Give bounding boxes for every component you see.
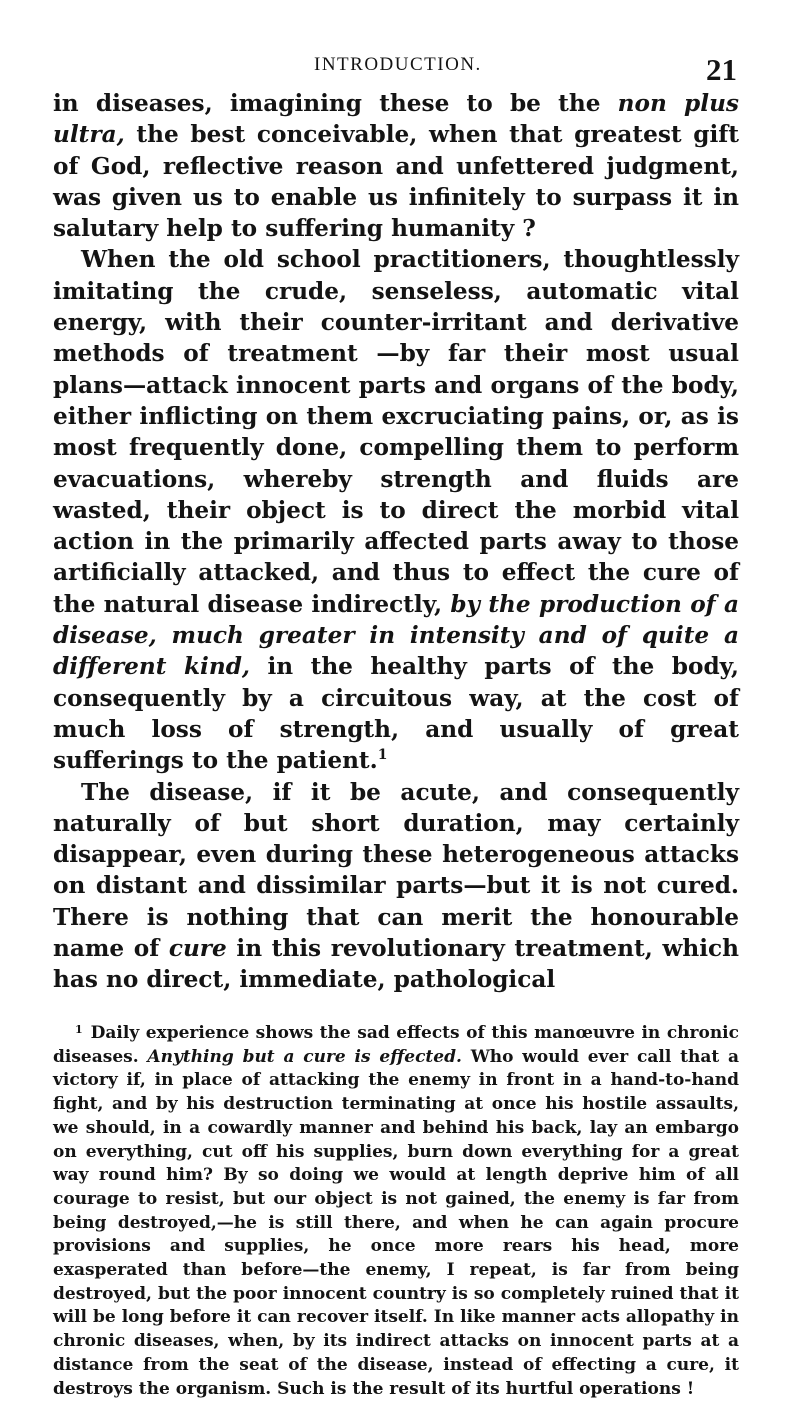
- footnote-area: [53, 1022, 739, 1401]
- footnote-reference[interactable]: 1: [377, 747, 388, 764]
- paragraph-2: [53, 244, 739, 776]
- italic-phrase: by the production of a disease, much greater in intensity and of quite a different kind,: [53, 590, 739, 681]
- text-segment: Daily experience shows the sad effects of this manœuvre in chronic diseases.: [53, 1023, 739, 1067]
- text-segment: The disease, if it be acute, and consequently naturally of but short duration, may certainly disappear, even during these heterogeneous attacks on distant and dissimilar parts—but it is not cured. There is nothing that can merit the honourable name of: [53, 778, 739, 963]
- italic-phrase: Anything but a cure is effected.: [147, 1046, 462, 1067]
- footnote-marker: 1: [75, 1023, 83, 1036]
- text-segment: Who would ever call that a victory if, in place of attacking the enemy in front in a hand-to-hand fight, and by his destruction terminating at once his hostile assaults, we should, in a cowardly manner and behind his back, lay an embargo on everything, cut off his supplies, burn down everything for a great way round him? By so doing we would at length deprive him of all courage to resist, but our object is not gained, the enemy is far from being destroyed,—he is still there, and when he can again procure provisions and supplies, he once more rears his head, more exasperated than before—the enemy, I repeat, is far from being destroyed, but the poor innocent country is so completely ruined that it will be long before it can recover itself. In like manner acts allopathy in chronic diseases, when, by its indirect attacks on innocent parts at a distance from the seat of the disease, instead of effecting a cure, it destroys the organism. Such is the result of its hurtful operations !: [53, 1046, 739, 1399]
- text-segment: in the healthy parts of the body, consequently by a circuitous way, at the cost of much loss of strength, and usually of great sufferings to the patient.: [53, 653, 739, 775]
- text-segment: in this revolutionary treatment, which has no direct, immediate, pathological: [53, 935, 739, 994]
- italic-phrase: cure: [168, 935, 227, 963]
- page-header: [0, 52, 801, 92]
- text-segment: the best conceivable, when that greatest gift of God, reflective reason and unfettered judgment, was given us to enable us infinitely to surpass it in salutary help to suffering humanity ?: [53, 121, 739, 243]
- paragraph-3: [53, 777, 739, 996]
- italic-phrase: non plus ultra,: [53, 90, 739, 149]
- text-segment: in diseases, imagining these to be the: [53, 90, 618, 117]
- footnote-1: [53, 1022, 739, 1401]
- paragraph-1: [53, 88, 739, 244]
- text-segment: When the old school practitioners, thoughtlessly imitating the crude, senseless, automatic vital energy, with their counter-irritant and derivative methods of treatment —by far their most usual plans—attack innocent parts and organs of the body, either inflicting on them excruciating pains, or, as is most frequently done, compelling them to perform evacuations, whereby strength and fluids are wasted, their object is to direct the morbid vital action in the primarily affected parts away to those artificially attacked, and thus to effect the cure of the natural disease indirectly,: [53, 246, 739, 618]
- main-text: [53, 88, 739, 996]
- running-head: INTRODUCTION.: [314, 54, 482, 75]
- page-number: 21: [706, 52, 737, 87]
